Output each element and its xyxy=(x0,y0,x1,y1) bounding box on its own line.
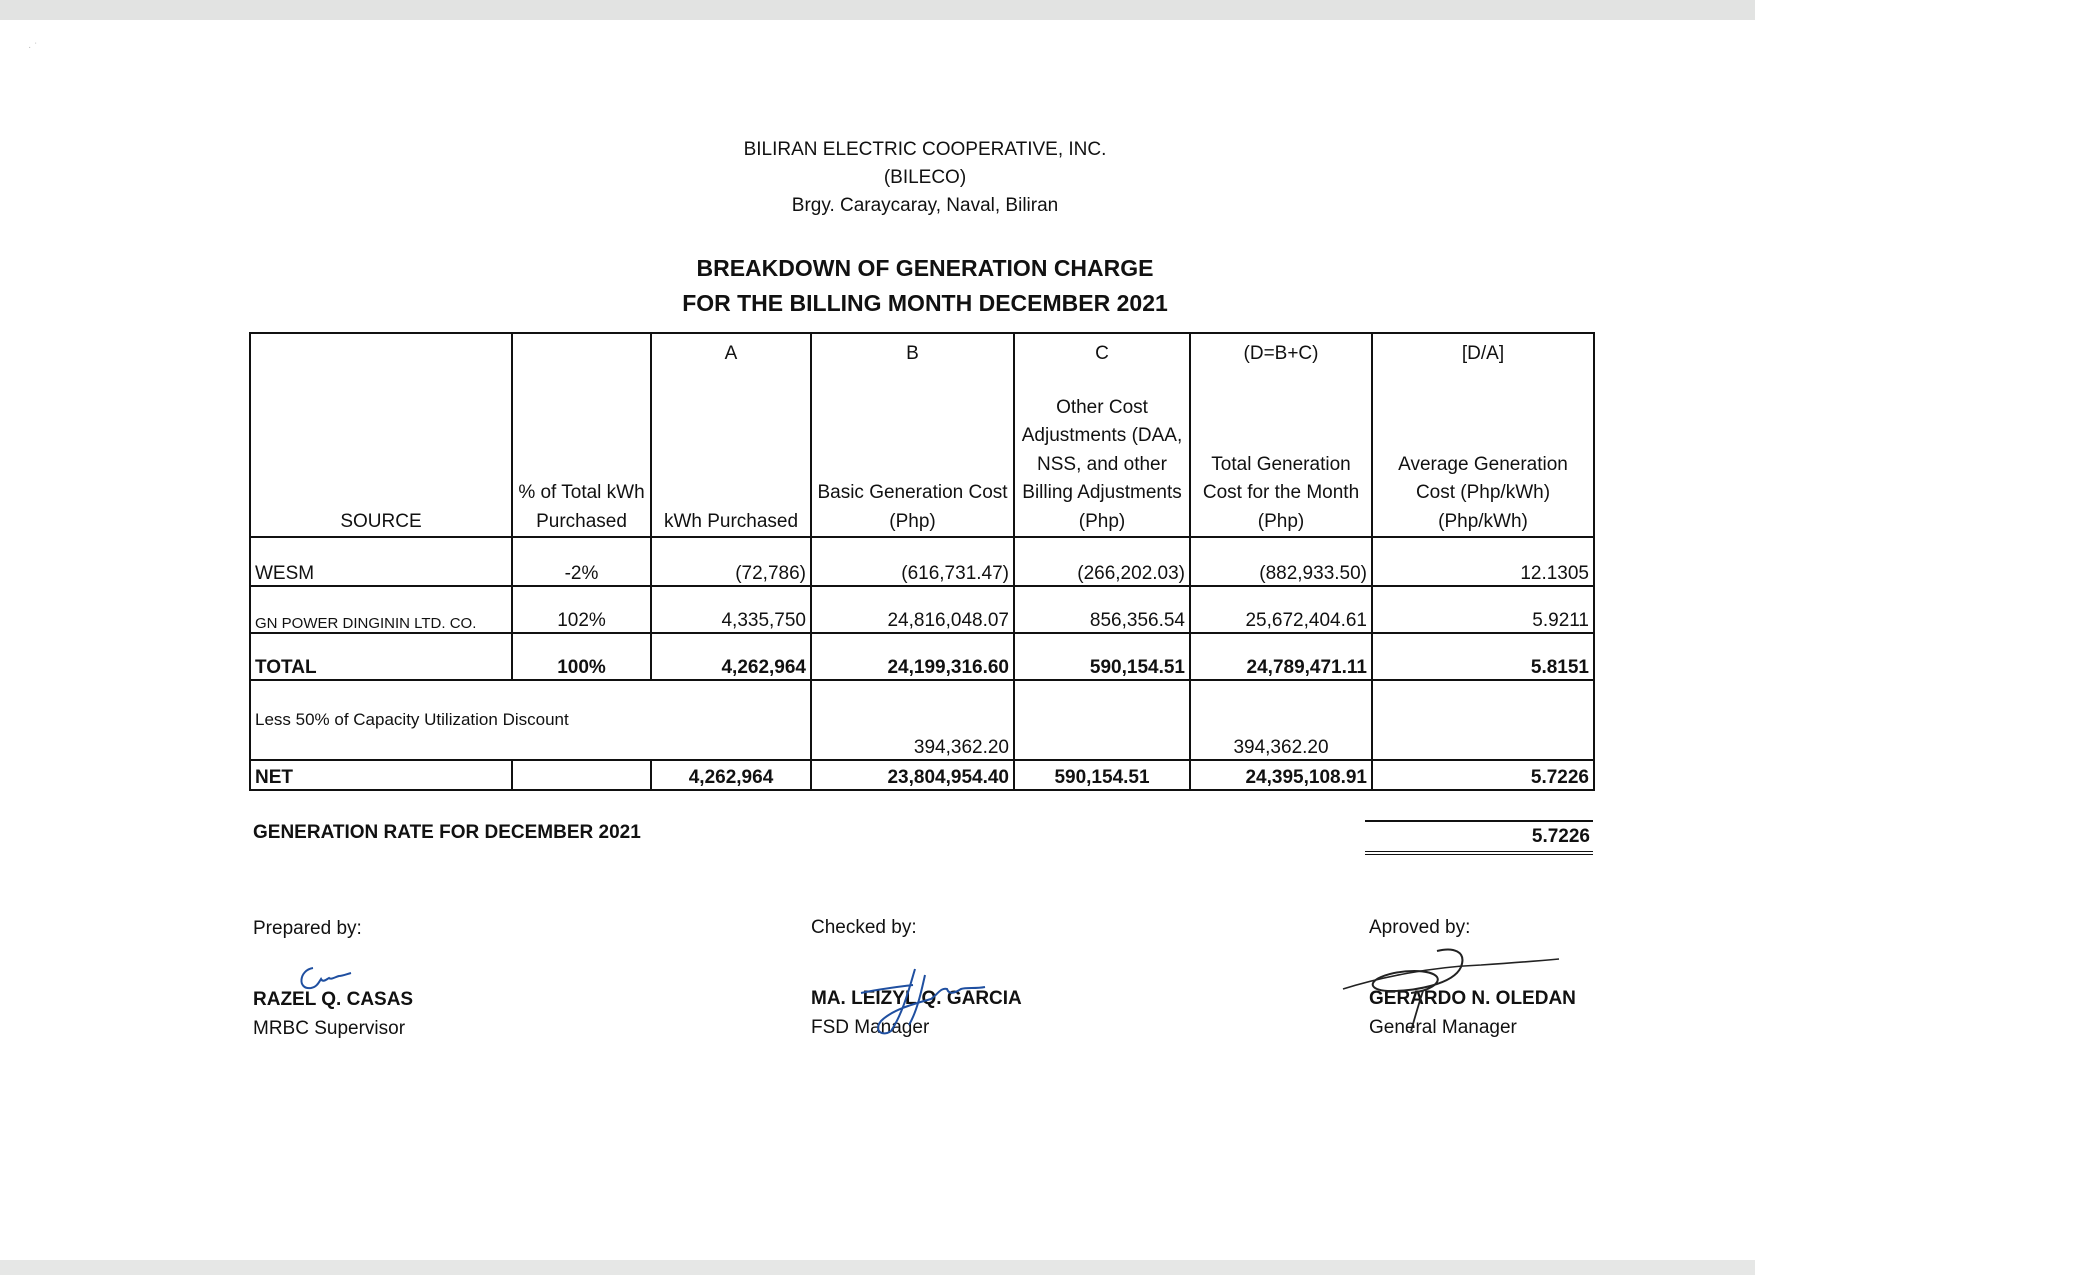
cell-source: NET xyxy=(250,760,512,790)
cell-total: (882,933.50) xyxy=(1190,537,1372,586)
cell-kwh: 4,262,964 xyxy=(651,760,811,790)
title-line-1: BREAKDOWN OF GENERATION CHARGE xyxy=(696,255,1154,281)
scan-border-top xyxy=(0,0,1755,20)
document-title xyxy=(650,251,1200,321)
table-row-total xyxy=(250,633,1594,680)
signatory-approved xyxy=(1369,913,1576,1042)
cell-basic: (616,731.47) xyxy=(811,537,1014,586)
generation-rate-box xyxy=(1365,820,1593,855)
col-header-kwh: A kWh Purchased xyxy=(651,333,811,537)
cell-other: (266,202.03) xyxy=(1014,537,1190,586)
cell-pct xyxy=(512,760,651,790)
cell-other: 856,356.54 xyxy=(1014,586,1190,633)
cell-avg: 5.8151 xyxy=(1372,633,1594,680)
cell-source: TOTAL xyxy=(250,633,512,680)
signatory-role: Prepared by: xyxy=(253,918,362,939)
cell-source: WESM xyxy=(250,537,512,586)
generation-rate-label: GENERATION RATE FOR DECEMBER 2021 xyxy=(253,822,641,843)
cell-total: 394,362.20 xyxy=(1190,680,1372,760)
cell-pct: -2% xyxy=(512,537,651,586)
signatory-prepared xyxy=(253,914,413,1043)
signatory-position: MRBC Supervisor xyxy=(253,1018,406,1039)
cell-avg: 5.9211 xyxy=(1372,586,1594,633)
cell-total: 24,395,108.91 xyxy=(1190,760,1372,790)
org-address: Brgy. Caraycaray, Naval, Biliran xyxy=(791,195,1059,216)
cell-other: 590,154.51 xyxy=(1014,760,1190,790)
blank-margin xyxy=(1755,0,2100,1275)
signature-mark xyxy=(851,965,991,1037)
signatory-name: MA. LEIZYL Q. GARCIA xyxy=(811,988,1022,1009)
col-header-pct: % of Total kWh Purchased xyxy=(512,333,651,537)
col-header-basic: B Basic Generation Cost (Php) xyxy=(811,333,1014,537)
table-header-row xyxy=(250,333,1594,537)
signatory-name: GERARDO N. OLEDAN xyxy=(1369,988,1576,1009)
signature-mark xyxy=(1341,947,1561,1033)
cell-basic: 23,804,954.40 xyxy=(811,760,1014,790)
cell-basic: 24,199,316.60 xyxy=(811,633,1014,680)
signatory-checked xyxy=(811,913,1022,1042)
col-header-avg: [D/A] Average Generation Cost (Php/kWh) (Php/kWh) xyxy=(1372,333,1594,537)
signatory-role: Aproved by: xyxy=(1369,917,1471,938)
cell-source: GN POWER DINGININ LTD. CO. xyxy=(250,586,512,633)
cell-other: 590,154.51 xyxy=(1014,633,1190,680)
title-line-2: FOR THE BILLING MONTH DECEMBER 2021 xyxy=(682,290,1168,316)
generation-rate-value: 5.7226 xyxy=(1365,822,1593,855)
cell-avg: 12.1305 xyxy=(1372,537,1594,586)
cell-basic: 394,362.20 xyxy=(811,680,1014,760)
cell-pct: 100% xyxy=(512,633,651,680)
cell-kwh: 4,262,964 xyxy=(651,633,811,680)
signatory-position: General Manager xyxy=(1369,1017,1517,1038)
cell-total: 25,672,404.61 xyxy=(1190,586,1372,633)
signatory-name: RAZEL Q. CASAS xyxy=(253,989,414,1010)
letterhead xyxy=(650,136,1200,220)
cell-other xyxy=(1014,680,1190,760)
col-header-total: (D=B+C) Total Generation Cost for the Month (Php) xyxy=(1190,333,1372,537)
cell-avg xyxy=(1372,680,1594,760)
cell-discount-label: Less 50% of Capacity Utilization Discount xyxy=(250,680,811,760)
cell-kwh: 4,335,750 xyxy=(651,586,811,633)
cell-pct: 102% xyxy=(512,586,651,633)
col-header-other: C Other Cost Adjustments (DAA, NSS, and other Billing Adjustments (Php) xyxy=(1014,333,1190,537)
table-row xyxy=(250,537,1594,586)
col-header-source: SOURCE xyxy=(250,333,512,537)
generation-charge-table xyxy=(249,332,1595,791)
org-name: BILIRAN ELECTRIC COOPERATIVE, INC. xyxy=(743,139,1107,160)
signatory-role: Checked by: xyxy=(811,917,917,938)
cell-kwh: (72,786) xyxy=(651,537,811,586)
scan-specks: · ˈ xyxy=(28,42,38,53)
cell-total: 24,789,471.11 xyxy=(1190,633,1372,680)
scan-border-bottom xyxy=(0,1260,1755,1275)
table-row-discount xyxy=(250,680,1594,760)
table-row xyxy=(250,586,1594,633)
signature-mark xyxy=(295,964,355,996)
signatory-position: FSD Manager xyxy=(811,1017,930,1038)
org-short-name: (BILECO) xyxy=(883,167,967,188)
table-row-net xyxy=(250,760,1594,790)
cell-basic: 24,816,048.07 xyxy=(811,586,1014,633)
cell-avg: 5.7226 xyxy=(1372,760,1594,790)
